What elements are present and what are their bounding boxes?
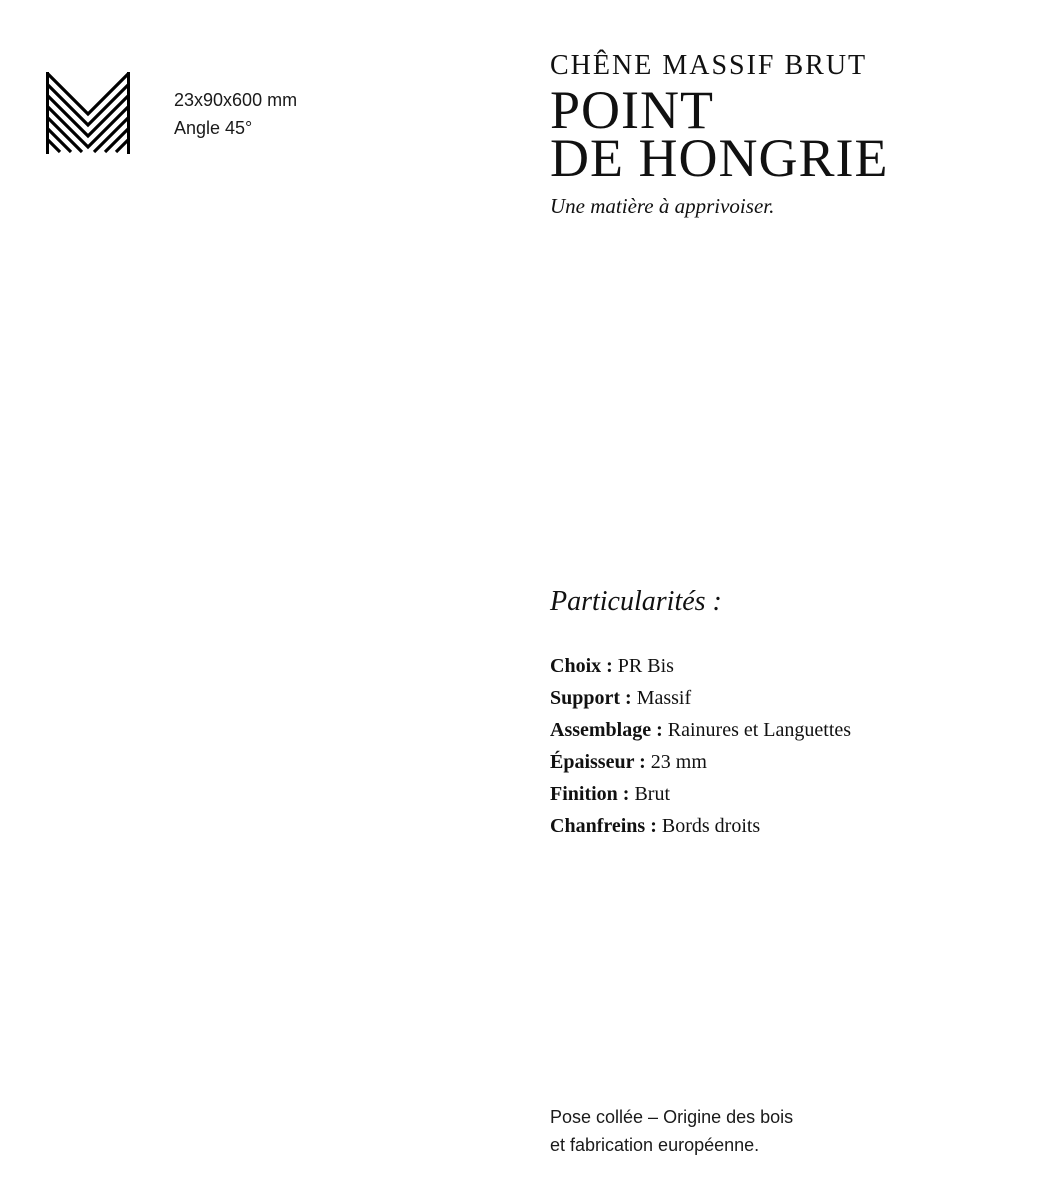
product-tagline: Une matière à apprivoiser. bbox=[550, 194, 775, 218]
spec-item-epaisseur bbox=[550, 746, 851, 778]
spec-label: Assemblage : bbox=[550, 719, 663, 741]
spec-item-choix bbox=[550, 650, 851, 682]
spec-item-support bbox=[550, 682, 851, 714]
spec-label: Chanfreins : bbox=[550, 815, 657, 837]
spec-value: PR Bis bbox=[617, 655, 674, 677]
footer-line1: Pose collée – Origine des bois bbox=[550, 1107, 794, 1127]
spec-label: Support : bbox=[550, 687, 632, 709]
product-eyebrow: CHÊNE MASSIF BRUT bbox=[550, 50, 868, 81]
dimensions-size: 23x90x600 mm bbox=[174, 90, 298, 110]
spec-item-chanfreins bbox=[550, 810, 851, 842]
spec-item-finition bbox=[550, 778, 851, 810]
product-title-line2: DE HONGRIE bbox=[550, 128, 889, 188]
footer-line2: et fabrication européenne. bbox=[550, 1135, 760, 1155]
spec-value: 23 mm bbox=[650, 751, 707, 773]
spec-label: Finition : bbox=[550, 783, 630, 805]
spec-value: Massif bbox=[636, 687, 692, 709]
dimensions-block bbox=[174, 86, 297, 142]
title-block bbox=[550, 50, 888, 221]
dimensions-angle: Angle 45° bbox=[174, 118, 253, 138]
particularites-title: Particularités : bbox=[550, 586, 722, 617]
spec-value: Rainures et Languettes bbox=[667, 719, 852, 741]
herringbone-pattern-icon bbox=[46, 72, 130, 154]
footer-note bbox=[550, 1103, 793, 1159]
spec-value: Bords droits bbox=[661, 815, 761, 837]
product-title bbox=[550, 80, 889, 188]
spec-label: Épaisseur : bbox=[550, 751, 646, 773]
spec-label: Choix : bbox=[550, 655, 613, 677]
spec-value: Brut bbox=[634, 783, 671, 805]
spec-item-assemblage bbox=[550, 714, 851, 746]
spec-list bbox=[550, 650, 851, 842]
product-title-line1: POINT bbox=[550, 80, 714, 140]
